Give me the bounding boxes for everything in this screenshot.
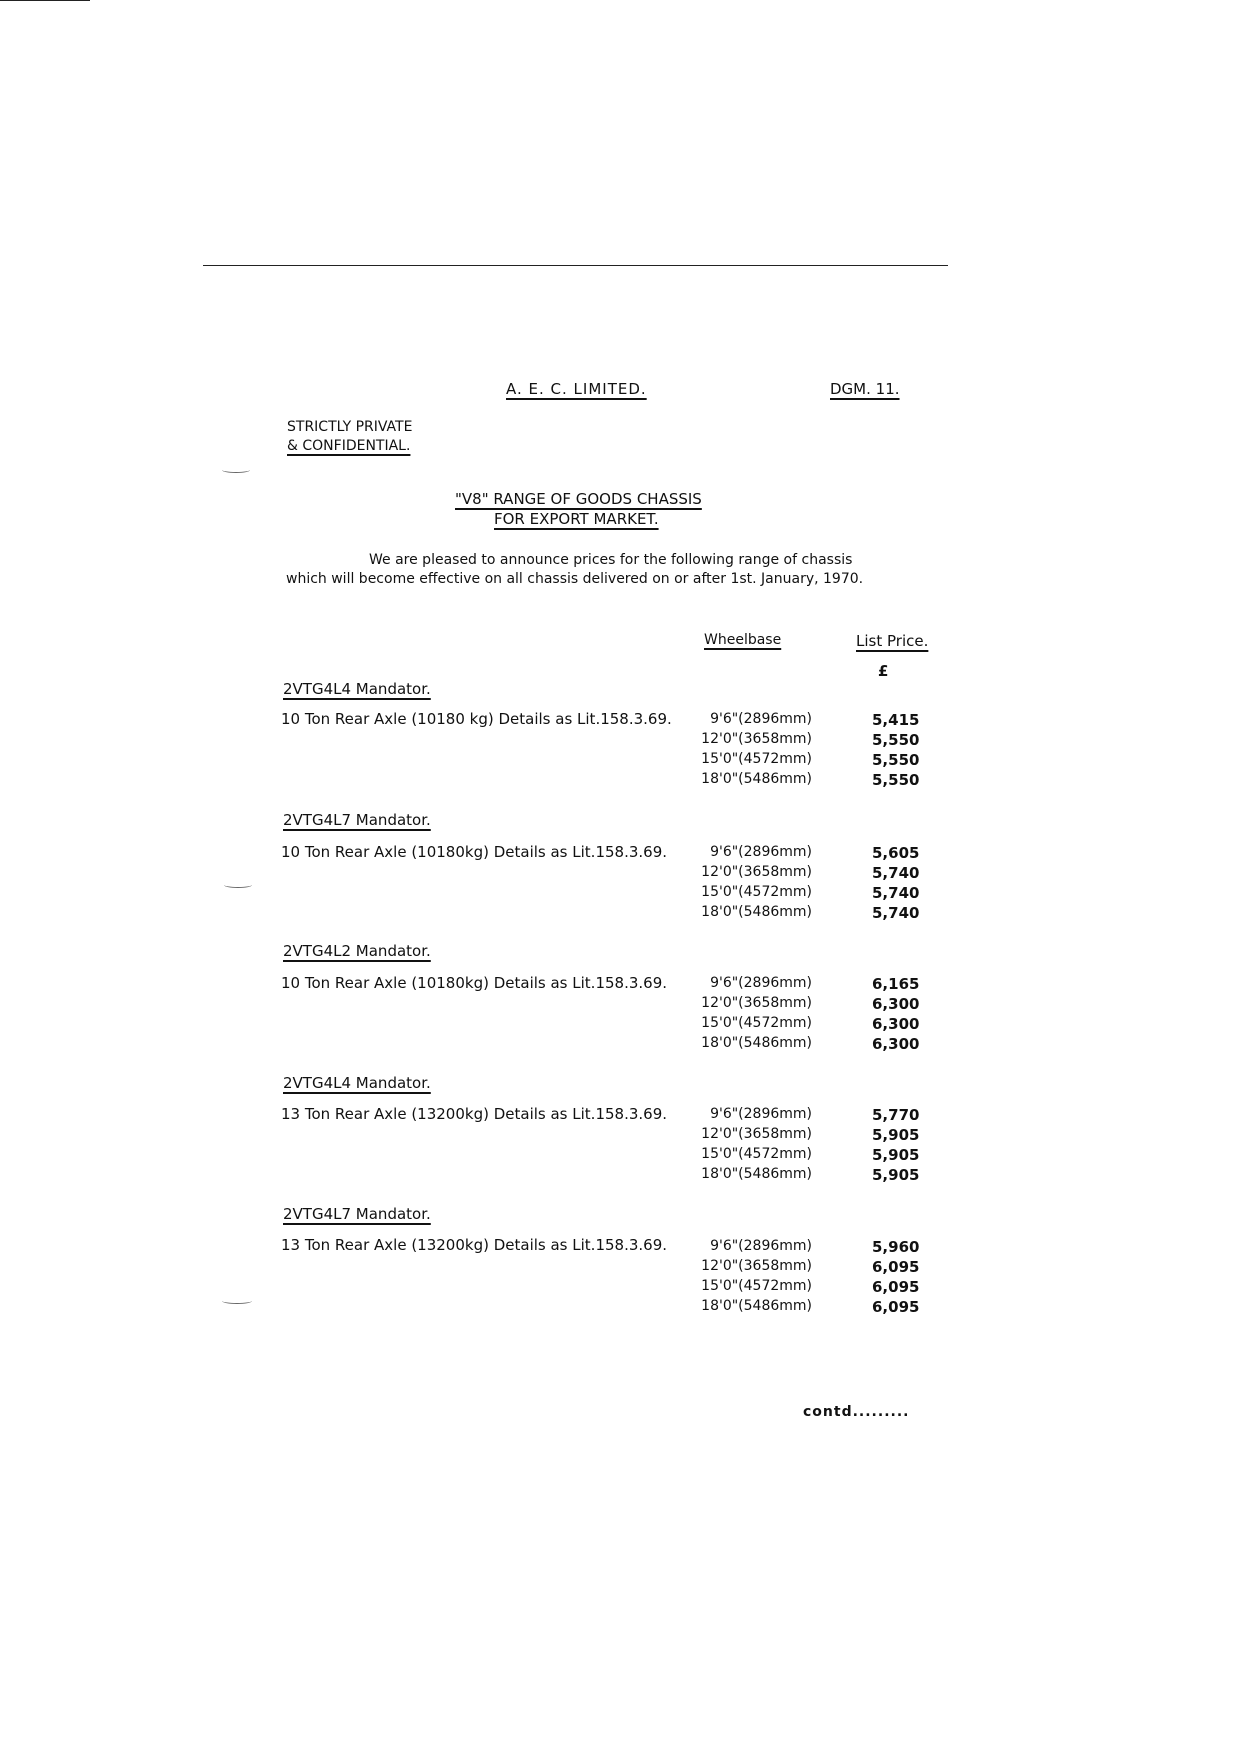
wheelbase-value: 18'0"(5486mm) [701, 771, 812, 787]
list-price-value: 5,770 [872, 1106, 920, 1124]
wheelbase-value: 15'0"(4572mm) [701, 1278, 812, 1294]
list-price-value: 6,095 [872, 1278, 920, 1296]
section-description: 10 Ton Rear Axle (10180kg) Details as Lit.158.3.69. [281, 974, 668, 992]
section-model-title: 2VTG4L7 Mandator. [283, 1205, 431, 1223]
wheelbase-value: 18'0"(5486mm) [701, 904, 812, 920]
section-model-title: 2VTG4L4 Mandator. [283, 1074, 431, 1092]
continued-marker: contd......... [803, 1404, 910, 1420]
list-price-value: 5,550 [872, 771, 920, 789]
document-reference: DGM. 11. [830, 380, 900, 398]
list-price-value: 5,905 [872, 1166, 920, 1184]
wheelbase-value: 15'0"(4572mm) [701, 751, 812, 767]
confidential-line-2: & CONFIDENTIAL. [287, 438, 411, 454]
wheelbase-value: 12'0"(3658mm) [701, 864, 812, 880]
wheelbase-value: 18'0"(5486mm) [701, 1035, 812, 1051]
list-price-value: 5,960 [872, 1238, 920, 1256]
wheelbase-value: 18'0"(5486mm) [701, 1298, 812, 1314]
list-price-value: 6,095 [872, 1258, 920, 1276]
wheelbase-value: 15'0"(4572mm) [701, 1015, 812, 1031]
wheelbase-value: 12'0"(3658mm) [701, 995, 812, 1011]
company-name: A. E. C. LIMITED. [506, 380, 647, 398]
list-price-value: 5,740 [872, 884, 920, 902]
margin-tick-mark [222, 1298, 252, 1304]
list-price-value: 6,300 [872, 1015, 920, 1033]
document-title-line-1: "V8" RANGE OF GOODS CHASSIS [455, 490, 702, 508]
section-model-title: 2VTG4L4 Mandator. [283, 680, 431, 698]
wheelbase-value: 12'0"(3658mm) [701, 731, 812, 747]
section-description: 10 Ton Rear Axle (10180 kg) Details as Lit.158.3.69. [281, 710, 672, 728]
wheelbase-value: 18'0"(5486mm) [701, 1166, 812, 1182]
intro-line-1: We are pleased to announce prices for the following range of chassis [369, 552, 853, 568]
header-rule [203, 265, 948, 266]
wheelbase-value: 9'6"(2896mm) [710, 711, 812, 727]
list-price-value: 6,095 [872, 1298, 920, 1316]
list-price-value: 5,740 [872, 864, 920, 882]
document-title-line-2: FOR EXPORT MARKET. [494, 510, 659, 528]
section-description: 13 Ton Rear Axle (13200kg) Details as Lit.158.3.69. [281, 1105, 668, 1123]
wheelbase-value: 15'0"(4572mm) [701, 1146, 812, 1162]
list-price-value: 5,740 [872, 904, 920, 922]
section-description: 10 Ton Rear Axle (10180kg) Details as Lit.158.3.69. [281, 843, 668, 861]
wheelbase-value: 12'0"(3658mm) [701, 1126, 812, 1142]
list-price-value: 6,300 [872, 1035, 920, 1053]
wheelbase-value: 9'6"(2896mm) [710, 975, 812, 991]
wheelbase-column-header: Wheelbase [704, 632, 782, 648]
list-price-value: 5,415 [872, 711, 920, 729]
intro-line-2: which will become effective on all chassis delivered on or after 1st. January, 1970. [286, 571, 864, 587]
wheelbase-value: 12'0"(3658mm) [701, 1258, 812, 1274]
list-price-value: 5,605 [872, 844, 920, 862]
section-model-title: 2VTG4L7 Mandator. [283, 811, 431, 829]
wheelbase-value: 9'6"(2896mm) [710, 1238, 812, 1254]
list-price-value: 5,905 [872, 1126, 920, 1144]
section-model-title: 2VTG4L2 Mandator. [283, 942, 431, 960]
wheelbase-value: 9'6"(2896mm) [710, 1106, 812, 1122]
list-price-column-header: List Price. [856, 632, 929, 650]
margin-tick-mark [222, 467, 250, 473]
margin-tick-mark [224, 882, 252, 888]
confidential-line-1: STRICTLY PRIVATE [287, 419, 413, 435]
currency-symbol: £ [878, 662, 889, 680]
section-description: 13 Ton Rear Axle (13200kg) Details as Lit.158.3.69. [281, 1236, 668, 1254]
top-corner-rule [0, 0, 90, 1]
list-price-value: 6,165 [872, 975, 920, 993]
wheelbase-value: 15'0"(4572mm) [701, 884, 812, 900]
list-price-value: 5,905 [872, 1146, 920, 1164]
wheelbase-value: 9'6"(2896mm) [710, 844, 812, 860]
list-price-value: 5,550 [872, 751, 920, 769]
list-price-value: 6,300 [872, 995, 920, 1013]
list-price-value: 5,550 [872, 731, 920, 749]
